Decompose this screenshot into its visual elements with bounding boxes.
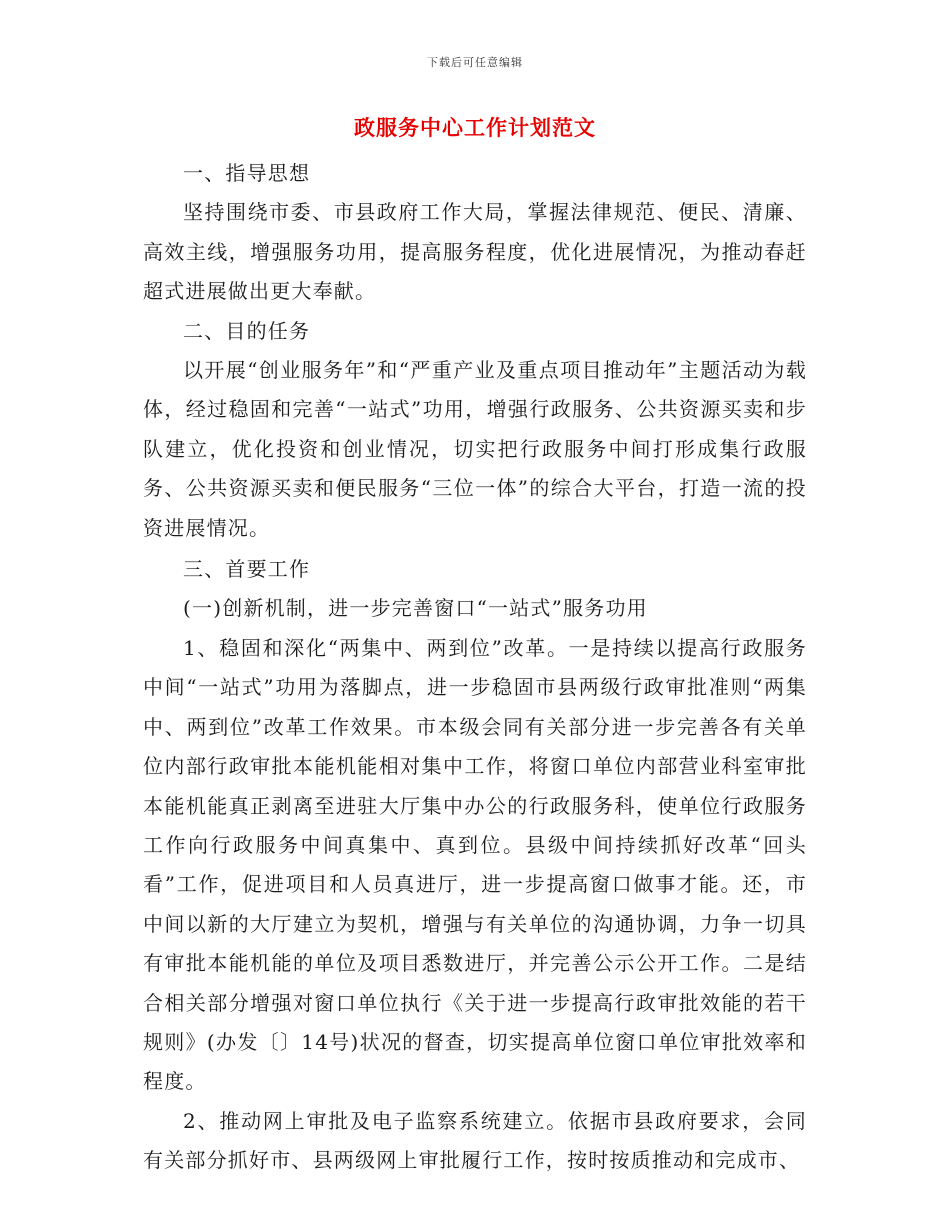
paragraph-guiding-ideology: 坚持围绕市委、市县政府工作大局，掌握法律规范、便民、清廉、高效主线，增强服务功用，提高服务程度，优化进展情况，为推动春赶超式进展做出更大奉献。	[143, 200, 807, 304]
document-body	[143, 154, 807, 1181]
paragraph-reform: 1、稳固和深化“两集中、两到位”改革。一是持续以提高行政服务中间“一站式”功用为落脚点，进一步稳固市县两级行政审批准则“两集中、两到位”改革工作效果。市本级会同有关部分进一步完善各有关单位内部行政审批本能机能相对集中工作，将窗口单位内部营业科室审批本能机能真正剥离至进驻大厅集中办公的行政服务科，使单位行政服务工作向行政服务中间真集中、真到位。县级中间持续抓好改革“回头看”工作，促进项目和人员真进厅，进一步提高窗口做事才能。还，市中间以新的大厅建立为契机，增强与有关单位的沟通协调，力争一切具有审批本能机能的单位及项目悉数进厅，并完善公示公开工作。二是结合相关部分增强对窗口单位执行《关于进一步提高行政审批效能的若干规则》(办发〔〕14号)状况的督查，切实提高单位窗口单位审批效率和程度。	[143, 635, 807, 1094]
document-title: 政服务中心工作计划范文	[354, 115, 596, 140]
paragraph-online-approval: 2、推动网上审批及电子监察系统建立。依据市县政府要求，会同有关部分抓好市、县两级网上审批履行工作，按时按质推动和完成市、	[143, 1108, 807, 1173]
header-note: 下载后可任意编辑	[427, 56, 523, 69]
section-heading-main-work: 三、首要工作	[183, 557, 311, 582]
section-heading-objectives: 二、目的任务	[183, 318, 311, 343]
section-heading-guiding-ideology: 一、指导思想	[183, 161, 311, 185]
subsection-heading-innovation: (一)创新机制，进一步完善窗口“一站式”服务功用	[183, 596, 648, 621]
paragraph-objectives: 以开展“创业服务年”和“严重产业及重点项目推动年”主题活动为载体，经过稳固和完善“一站式”功用，增强行政服务、公共资源买卖和步队建立，优化投资和创业情况，切实把行政服务中间打形成集行政服务、公共资源买卖和便民服务“三位一体”的综合大平台，打造一流的投资进展情况。	[143, 358, 807, 540]
